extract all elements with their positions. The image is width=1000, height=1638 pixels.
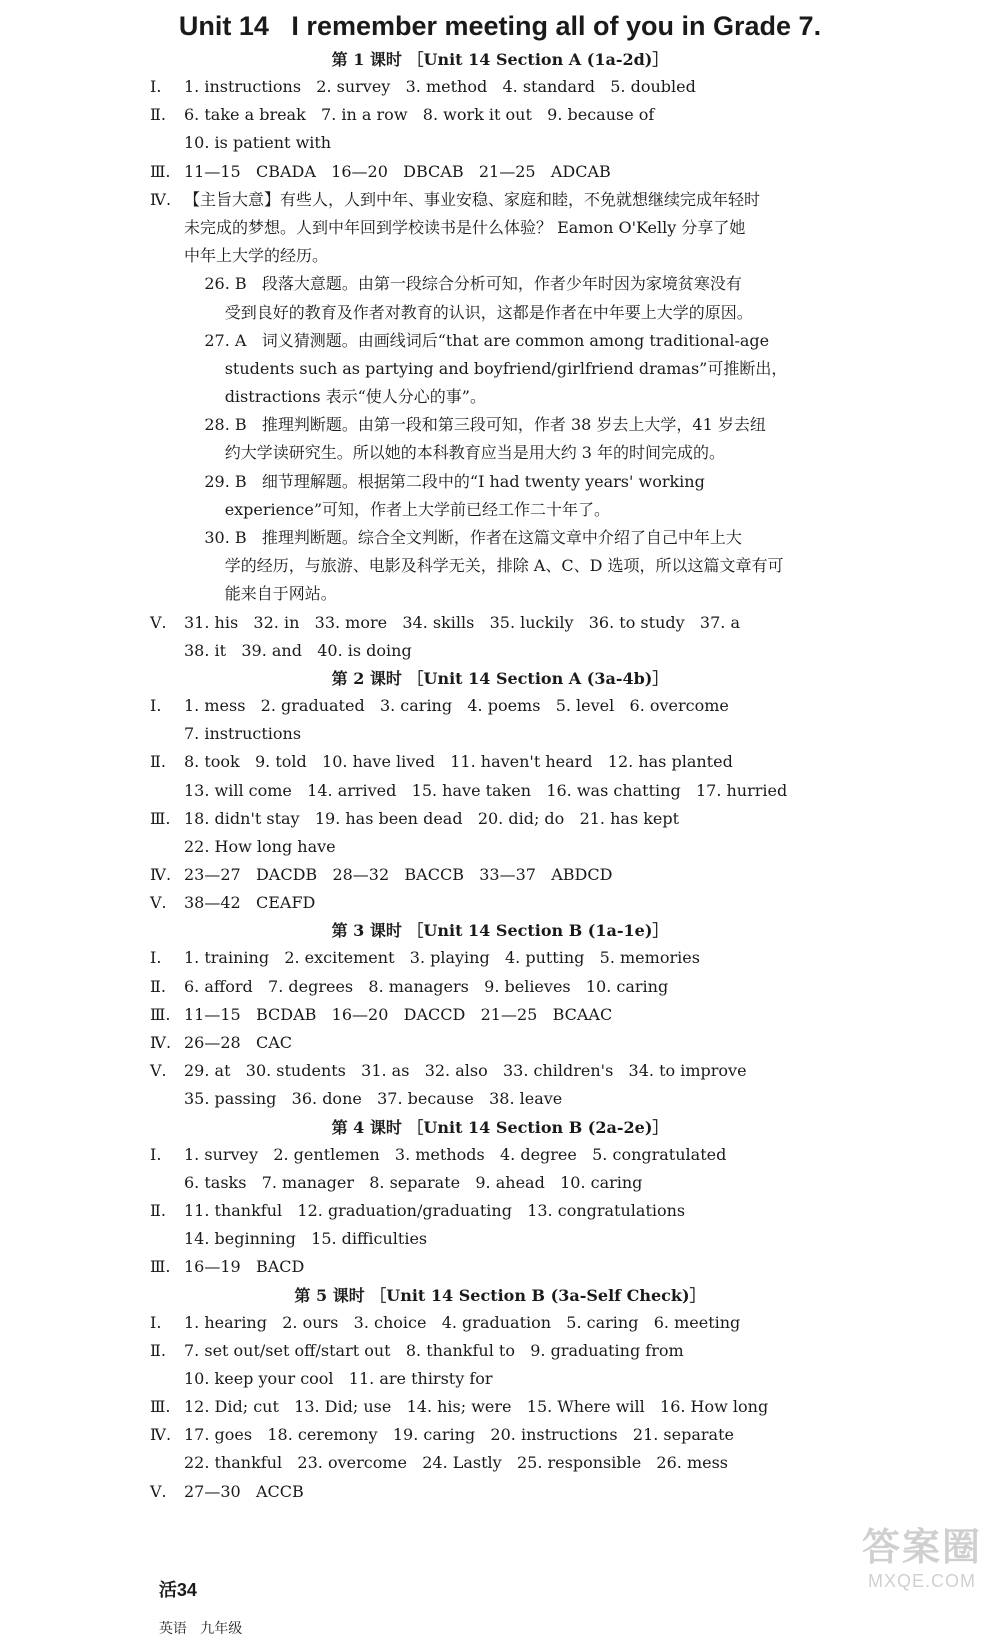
section-numeral: Ⅱ. xyxy=(150,752,166,772)
lesson-heading: 第 1 课时 ［Unit 14 Section A (1a-2d)］ xyxy=(331,50,669,69)
answer-line xyxy=(0,552,1000,580)
answer-text: 13. will come 14. arrived 15. have taken 16. was chatting 17. hurried xyxy=(184,780,788,800)
answer-line xyxy=(0,439,1000,467)
section-numeral: Ⅱ. xyxy=(150,1200,166,1220)
answer-text: 22. How long have xyxy=(184,836,336,856)
section-numeral: Ⅳ. xyxy=(150,1425,172,1445)
answer-text: 1. hearing 2. ours 3. choice 4. graduation 5. caring 6. meeting xyxy=(184,1312,741,1332)
answer-line xyxy=(0,889,1000,917)
answer-text: 7. set out/set off/start out 8. thankful to 9. graduating from xyxy=(184,1340,684,1360)
section-numeral: Ⅰ. xyxy=(150,77,162,96)
section-numeral: Ⅲ. xyxy=(150,1257,171,1277)
answer-line xyxy=(0,1309,1000,1337)
answer-line xyxy=(0,129,1000,157)
watermark-site: MXQE.COM xyxy=(867,1571,976,1591)
answer-text: 1. instructions 2. survey 3. method 4. standard 5. doubled xyxy=(184,77,696,96)
answer-text: 22. thankful 23. overcome 24. Lastly 25. responsible 26. mess xyxy=(184,1453,729,1473)
answer-text: 约大学读研究生。所以她的本科教育应当是用大约 3 年的时间完成的。 xyxy=(184,443,726,463)
answer-line xyxy=(0,1197,1000,1225)
answer-line xyxy=(0,299,1000,327)
answer-line xyxy=(0,214,1000,242)
answer-line xyxy=(0,1337,1000,1365)
answer-text: 30. B 推理判断题。综合全文判断，作者在这篇文章中介绍了自己中年上大 xyxy=(184,528,742,547)
answer-line xyxy=(0,805,1000,833)
section-numeral: Ⅲ. xyxy=(150,1397,171,1417)
answer-line xyxy=(0,158,1000,186)
answer-line xyxy=(0,609,1000,637)
answer-line xyxy=(0,186,1000,214)
lesson-heading: 第 5 课时 ［Unit 14 Section B (3a-Self Check)］ xyxy=(294,1285,706,1305)
answer-line xyxy=(0,1478,1000,1506)
answer-line xyxy=(0,777,1000,805)
answer-line xyxy=(0,73,1000,101)
answer-text: 10. keep your cool 11. are thirsty for xyxy=(184,1368,493,1388)
lesson-heading: 第 2 课时 ［Unit 14 Section A (3a-4b)］ xyxy=(331,668,669,688)
subject-grade: 英语 九年级 xyxy=(158,1621,243,1637)
answer-line xyxy=(0,1365,1000,1393)
watermark-logo xyxy=(862,1516,982,1592)
answer-line xyxy=(0,1029,1000,1057)
answer-text: 6. tasks 7. manager 8. separate 9. ahead 10. caring xyxy=(184,1172,643,1192)
page-title: Unit 14 I remember meeting all of you in Grade 7. xyxy=(178,11,822,41)
answer-text: 38. it 39. and 40. is doing xyxy=(184,640,412,660)
watermark-logo-text: 答案圈 xyxy=(861,1527,982,1569)
answer-line xyxy=(0,748,1000,776)
answer-line xyxy=(0,496,1000,524)
answer-line xyxy=(0,1225,1000,1253)
answer-text: 29. B 细节理解题。根据第二段中的“I had twenty years' working xyxy=(184,471,705,491)
answer-line xyxy=(0,270,1000,298)
answer-line xyxy=(0,355,1000,383)
answer-line xyxy=(0,1169,1000,1197)
answer-text: experience”可知，作者上大学前已经工作二十年了。 xyxy=(184,499,611,519)
answer-line xyxy=(0,1393,1000,1421)
section-numeral: Ⅰ. xyxy=(150,1312,162,1332)
answer-text: 1. mess 2. graduated 3. caring 4. poems 5. level 6. overcome xyxy=(184,695,729,715)
answer-text: 【主旨大意】有些人，人到中年、事业安稳、家庭和睦，不免就想继续完成年轻时 xyxy=(184,189,761,209)
section-numeral: Ⅳ. xyxy=(150,1033,172,1052)
section-numeral: Ⅰ. xyxy=(150,1144,162,1164)
answer-text: 17. goes 18. ceremony 19. caring 20. instructions 21. separate xyxy=(184,1425,734,1445)
page-number: 活34 xyxy=(158,1580,197,1600)
section-numeral: Ⅴ. xyxy=(150,1481,167,1501)
answer-line xyxy=(0,242,1000,270)
section-numeral: Ⅱ. xyxy=(150,976,166,996)
answer-text: 27—30 ACCB xyxy=(184,1481,304,1501)
section-numeral: Ⅴ. xyxy=(150,612,167,632)
answer-line xyxy=(0,1001,1000,1029)
answer-line xyxy=(0,411,1000,439)
answer-text: 26. B 段落大意题。由第一段综合分析可知，作者少年时因为家境贫寒没有 xyxy=(184,274,742,294)
answer-text: distractions 表示“使人分心的事”。 xyxy=(184,387,486,407)
answer-line xyxy=(0,383,1000,411)
answer-text: 学的经历，与旅游、电影及科学无关，排除 A、C、D 选项，所以这篇文章有可 xyxy=(184,556,784,576)
answer-line xyxy=(0,524,1000,552)
section-numeral: Ⅲ. xyxy=(150,1004,171,1024)
answer-line xyxy=(0,1253,1000,1281)
answer-text: 31. his 32. in 33. more 34. skills 35. luckily 36. to study 37. a xyxy=(184,612,740,632)
section-numeral: Ⅰ. xyxy=(150,948,162,968)
section-numeral: Ⅳ. xyxy=(150,189,172,209)
answer-line xyxy=(0,327,1000,355)
answer-text: 38—42 CEAFD xyxy=(184,893,316,913)
section-numeral: Ⅴ. xyxy=(150,893,167,913)
answer-line xyxy=(0,973,1000,1001)
answer-line xyxy=(0,1141,1000,1169)
answer-line xyxy=(0,720,1000,748)
answer-text: 26—28 CAC xyxy=(184,1033,293,1052)
answer-text: 28. B 推理判断题。由第一段和第三段可知，作者 38 岁去上大学，41 岁去纽 xyxy=(184,415,766,435)
answer-text: students such as partying and boyfriend/girlfriend dramas”可推断出， xyxy=(184,358,788,378)
answer-text: 12. Did; cut 13. Did; use 14. his; were 15. Where will 16. How long xyxy=(184,1397,769,1417)
answer-text: 10. is patient with xyxy=(184,133,332,153)
answer-text: 受到良好的教育及作者对教育的认识，这都是作者在中年要上大学的原因。 xyxy=(184,302,753,322)
lesson-heading: 第 4 课时 ［Unit 14 Section B (2a-2e)］ xyxy=(331,1117,669,1137)
lesson-heading: 第 3 课时 ［Unit 14 Section B (1a-1e)］ xyxy=(331,921,669,941)
section-numeral: Ⅰ. xyxy=(150,695,162,715)
answer-line xyxy=(0,692,1000,720)
answer-text: 11. thankful 12. graduation/graduating 13. congratulations xyxy=(184,1200,686,1220)
answer-text: 未完成的梦想。人到中年回到学校读书是什么体验？ Eamon O'Kelly 分享了她 xyxy=(184,217,746,237)
section-numeral: Ⅳ. xyxy=(150,865,172,885)
answer-content xyxy=(0,46,1000,1506)
answer-line xyxy=(0,1449,1000,1477)
answer-text: 29. at 30. students 31. as 32. also 33. children's 34. to improve xyxy=(184,1061,747,1081)
answer-text: 11—15 CBADA 16—20 DBCAB 21—25 ADCAB xyxy=(184,161,611,181)
answer-text: 18. didn't stay 19. has been dead 20. did; do 21. has kept xyxy=(184,808,680,828)
answer-line xyxy=(0,1085,1000,1113)
section-numeral: Ⅱ. xyxy=(150,1340,166,1360)
answer-text: 27. A 词义猜测题。由画线词后“that are common among traditional-age xyxy=(184,330,770,350)
answer-line xyxy=(0,580,1000,608)
answer-text: 23—27 DACDB 28—32 BACCB 33—37 ABDCD xyxy=(184,865,613,885)
section-numeral: Ⅱ. xyxy=(150,105,166,125)
answer-line xyxy=(0,944,1000,972)
answer-line xyxy=(0,861,1000,889)
answer-text: 11—15 BCDAB 16—20 DACCD 21—25 BCAAC xyxy=(184,1004,613,1024)
answer-text: 中年上大学的经历。 xyxy=(184,246,329,266)
section-numeral: Ⅲ. xyxy=(150,808,171,828)
answer-line xyxy=(0,1421,1000,1449)
answer-text: 6. take a break 7. in a row 8. work it out 9. because of xyxy=(184,105,655,125)
answer-text: 6. afford 7. degrees 8. managers 9. believes 10. caring xyxy=(184,976,669,996)
answer-text: 7. instructions xyxy=(184,724,302,744)
section-numeral: Ⅲ. xyxy=(150,161,171,181)
answer-text: 14. beginning 15. difficulties xyxy=(184,1229,428,1249)
answer-line xyxy=(0,1057,1000,1085)
page-footer xyxy=(150,1560,242,1638)
section-numeral: Ⅴ. xyxy=(150,1061,167,1081)
answer-text: 1. survey 2. gentlemen 3. methods 4. degree 5. congratulated xyxy=(184,1144,727,1164)
answer-text: 1. training 2. excitement 3. playing 4. putting 5. memories xyxy=(184,948,700,968)
answer-line xyxy=(0,637,1000,665)
answer-text: 35. passing 36. done 37. because 38. leave xyxy=(184,1089,563,1109)
answer-text: 8. took 9. told 10. have lived 11. haven't heard 12. has planted xyxy=(184,752,733,772)
answer-text: 16—19 BACD xyxy=(184,1257,305,1277)
answer-line xyxy=(0,101,1000,129)
answer-text: 能来自于网站。 xyxy=(184,584,337,604)
answer-line xyxy=(0,468,1000,496)
answer-line xyxy=(0,833,1000,861)
